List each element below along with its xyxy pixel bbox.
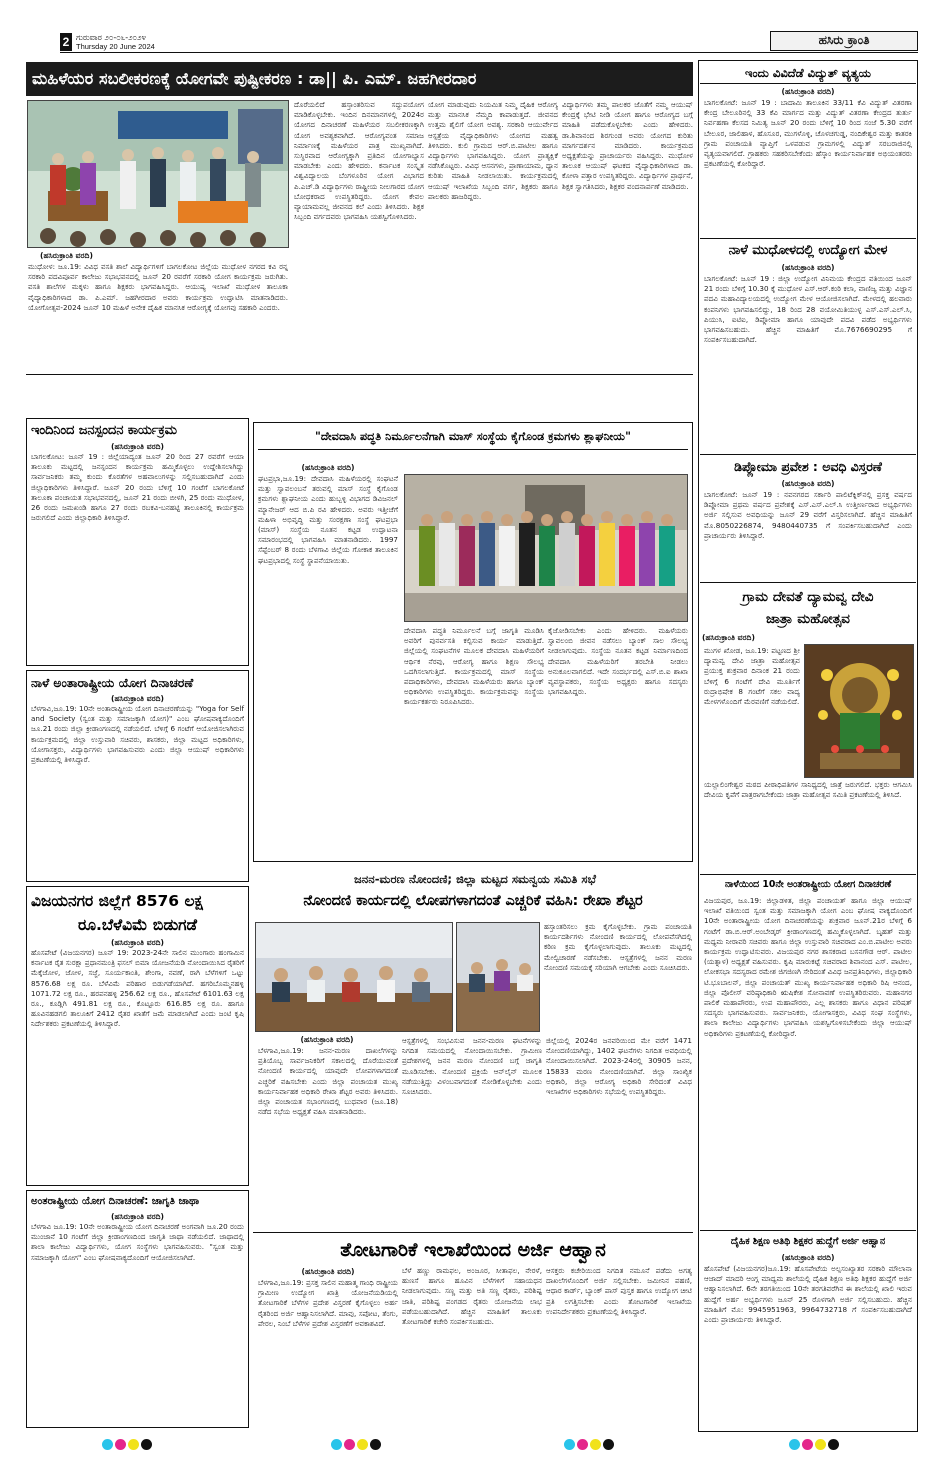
job-fair-headline: ನಾಳೆ ಮುಧೋಳದಲ್ಲಿ ಉದ್ಯೋಗ ಮೇಳ — [728, 243, 888, 258]
header-rule — [60, 52, 918, 53]
janaspandana-text: ಬಾಗಲಕೋಟ: ಜೂನ್ 19 : ಜಿಲ್ಲೆಯಾದ್ಯಂತ ಜೂನ್ 20 ರಿಂದ 27 ರವರೆಗೆ ಆಯಾ ತಾಲೂಕು ಮಟ್ಟದಲ್ಲಿ ಜನಸ್ಪಂದನ ಕಾರ್ಯಕ್ರಮ ಹಮ್ಮಿಕೊಳ್ಳಲು ಉದ್ದೇಶಿಸಲಾಗಿದ್ದು ಸಾರ್ವಜನಿಕರು ತಮ್ಮ ಕುಂದು ಕೊರತೆಗಳ ಅಹವಾಲುಗಳನ್ನು ಸಲ್ಲಿಸಬಹುದಾಗಿದೆ ಎಂದು ಜಿಲ್ಲಾಧಿಕಾರಿಗಳು ತಿಳಿಸಿದ್ದಾರೆ. ಜೂನ್ 20 ರಂದು ಬೆಳಿಗ್ಗೆ 10 ಗಂಟೆಗೆ ಬಾಗಲಕೋಟೆ ತಾಲೂಕಾ ಪಂಚಾಯತ ಸಭಾಭವನದಲ್ಲಿ, ಜೂನ್ 21 ರಂದು ಬೀಳಗಿ, 25 ರಂದು ಮುಧೋಳ, 26 ರಂದು ಜಮಖಂಡಿ ಹಾಗೂ 27 ರಂದು ರಬಕವಿ-ಬನಹಟ್ಟಿ ತಾಲೂಕಿನಲ್ಲಿ ಕಾರ್ಯಕ್ರಮ ಜರುಗಲಿದೆ ಎಂದು ಜಿಲ್ಲಾಧಿಕಾರಿ ತಿಳಿಸಿದ್ದಾರೆ. — [31, 452, 244, 523]
yoga10-text: ವಿಜಯಪುರ, ಜೂ.19: ಜಿಲ್ಲಾಡಳಿತ, ಜಿಲ್ಲಾ ಪಂಚಾಯತ್ ಹಾಗೂ ಜಿಲ್ಲಾ ಆಯುಷ್ ಇಲಾಖೆ ವತಿಯಿಂದ ಸ್ವಂತ ಮತ್ತು ಸಮಾಜಕ್ಕಾಗಿ ಯೋಗ ಎಂಬ ಘೋಷ ವಾಕ್ಯದೊಂದಿಗೆ 10ನೇ ಅಂತಾರಾಷ್ಟ್ರೀಯ ಯೋಗ ದಿನಾಚರಣೆಯನ್ನು ಶುಕ್ರವಾರ ಜೂನ್.21ರ ಬೆಳಿಗ್ಗೆ 6 ಗಂಟೆಗೆ ಡಾ.ಬಿ.ಆರ್.ಅಂಬೇಡ್ಕರ್ ಕ್ರೀಡಾಂಗಣದಲ್ಲಿ ಹಮ್ಮಿಕೊಳ್ಳಲಾಗಿದೆ. ಬೃಹತ್ ಮತ್ತು ಮಧ್ಯಮ ನೀರಾವರಿ ಸಚಿವರು ಹಾಗೂ ಜಿಲ್ಲಾ ಉಸ್ತುವಾರಿ ಸಚಿವರಾದ ಎಂ.ಬಿ.ಪಾಟೀಲ ಅವರು ಕಾರ್ಯಕ್ರಮ ಉದ್ಘಾಟಿಸುವರು. ವಿಜಯಪುರ ನಗರ ಶಾಸಕರಾದ ಬಸನಗೌಡ ಆರ್. ಪಾಟೀಲ (ಯತ್ನಾಳ) ಅಧ್ಯಕ್ಷತೆ ವಹಿಸುವರು. ಕೃಷಿ ಮಾರುಕಟ್ಟೆ ಸಚಿವರಾದ ಶಿವಾನಂದ ಎಸ್. ಪಾಟೀಲ, ಲೋಕಸಭಾ ಸದಸ್ಯರಾದ ರಮೇಶ ಜಿಗಜಿಣಗಿ ಸೇರಿದಂತೆ ವಿವಿಧ ಜನಪ್ರತಿನಿಧಿಗಳು, ಜಿಲ್ಲಾಧಿಕಾರಿ ಟಿ.ಭೂಬಾಲನ್, ಜಿಲ್ಲಾ ಪಂಚಾಯತ್ ಮುಖ್ಯ ಕಾರ್ಯನಿರ್ವಾಹಕ ಅಧಿಕಾರಿ ರಿಷಿ ಆನಂದ, ಜಿಲ್ಲಾ ಪೊಲೀಸ್ ವರಿಷ್ಠಾಧಿಕಾರಿ ಋಷಿಕೇಶ ಸೋನಾವಣೆ ಉಪಸ್ಥಿತರಿರುವರು. ಮಹಾನಗರ ಪಾಲಿಕೆ ಮಹಾಪೌರರು, ಉಪ ಮಹಾಪೌರರು, ಎಲ್ಲ ಶಾಸಕರು ಹಾಗೂ ವಿಧಾನ ಪರಿಷತ್ ಸದಸ್ಯರು ಭಾಗವಹಿಸುವರು. ಸಾರ್ವಜನಿಕರು, ಯೋಗಾಸಕ್ತರು, ವಿವಿಧ ಸಂಘ ಸಂಸ್ಥೆಗಳು, ಶಾಲಾ ಕಾಲೇಜು ವಿದ್ಯಾರ್ಥಿಗಳು ಭಾಗವಹಿಸಿ ಯಶಸ್ವಿಗೊಳಿಸಬೇಕೆಂದು ಜಿಲ್ಲಾ ಆಯುಷ್ ಅಧಿಕಾರಿಗಳು ಪ್ರಕಟಣೆಯಲ್ಲಿ ಕೋರಿದ್ದಾರೆ. — [704, 896, 912, 1038]
meeting-photo-2-scene — [457, 923, 540, 1032]
vijayanagara-byline: (ಹಸಿರುಕ್ರಾಂತಿ ವರದಿ) — [111, 938, 164, 947]
registration-dot — [577, 1439, 588, 1450]
lead-byline: (ಹಸಿರುಕ್ರಾಂತಿ ವರದಿ) — [40, 251, 93, 260]
power-byline: (ಹಸಿರುಕ್ರಾಂತಿ ವರದಿ) — [781, 87, 835, 96]
yoga10-rule — [700, 874, 916, 875]
registration-dot — [802, 1439, 813, 1450]
lead-divider — [26, 374, 693, 375]
vijayanagara-headline-2: ರೂ.ಬೆಳೆವಿಮೆ ಬಿಡುಗಡೆ — [77, 916, 198, 934]
devadasi-photo — [404, 474, 688, 622]
jatha-headline: ಅಂತರಾಷ್ಟ್ರೀಯ ಯೋಗ ದಿನಾಚರಣೆ: ಜಾಗೃತಿ ಜಾಥಾ — [31, 1196, 200, 1207]
vijayanagara-text: ಹೊಸಪೇಟೆ (ವಿಜಯನಗರ) ಜೂನ್ 19: 2023-24ನೇ ಸಾಲಿನ ಮುಂಗಾರು ಹಂಗಾಮಿನ ಕರ್ನಾಟಕ ರೈತ ಸುರಕ್ಷಾ ಪ್ರಧಾನಮಂತ್ರಿ ಫಸಲ್ ಬಿಮಾ ಯೋಜನೆಯಡಿ ನೋಂದಾಯಿಸಿದ ರೈತರಿಗೆ ಮೆಕ್ಕೆಜೋಳ, ಜೋಳ, ಸಜ್ಜೆ, ಸೂರ್ಯಕಾಂತಿ, ಶೇಂಗಾ, ನವಣೆ, ರಾಗಿ ಬೆಳೆಗಳಿಗೆ ಒಟ್ಟು 8576.68 ಲಕ್ಷ ರೂ. ಬೆಳೆವಿಮೆ ಪರಿಹಾರ ಬಿಡುಗಡೆಯಾಗಿದೆ. ಹಗರಿಬೊಮ್ಮನಹಳ್ಳಿ 1071.72 ಲಕ್ಷ ರೂ., ಹರಪನಹಳ್ಳಿ 256.62 ಲಕ್ಷ ರೂ., ಹೊಸಪೇಟೆ 6101.63 ಲಕ್ಷ ರೂ., ಕೂಡ್ಲಿಗಿ 491.81 ಲಕ್ಷ ರೂ., ಕೊಟ್ಟೂರು 616.85 ಲಕ್ಷ ರೂ. ಹಾಗೂ ಹೂವಿನಹಡಗಲಿ ತಾಲೂಕಿಗೆ 2412 ರೈತರ ಖಾತೆಗೆ ಜಮೆ ಮಾಡಲಾಗಿದೆ ಎಂದು ಜಂಟಿ ಕೃಷಿ ನಿರ್ದೇಶಕರು ಪ್ರಕಟಣೆಯಲ್ಲಿ ತಿಳಿಸಿದ್ದಾರೆ. — [31, 948, 244, 1029]
registration-dot — [102, 1439, 113, 1450]
devadasi-text-col2: ದೇವದಾಸಿ ಪದ್ಧತಿ ನಿರ್ಮೂಲನೆ ಬಗ್ಗೆ ಜಾಗೃತಿ ಮೂಡಿಸಿ ಅವರಿಗೆ ಪುನರ್ವಸತಿ ಕಲ್ಪಿಸುವ ಕಾರ್ಯ ಮಾಡುತ್ತಿದೆ. ಜಿಲ್ಲೆಯಲ್ಲಿ ಸಂಘಟನೆಗಳ ಮೂಲಕ ದೇವದಾಸಿ ಮಹಿಳೆಯರಿಗೆ ಆರ್ಥಿಕ ನೆರವು, ಆರೋಗ್ಯ ಹಾಗೂ ಶಿಕ್ಷಣ ಸೌಲಭ್ಯ ಒದಗಿಸಲಾಗುತ್ತಿದೆ. ಕಾರ್ಯಕ್ರಮದಲ್ಲಿ ಮಾಸ್ ಸಂಸ್ಥೆಯ ಪದಾಧಿಕಾರಿಗಳು, ದೇವದಾಸಿ ಮಹಿಳೆಯರು ಹಾಗೂ ಬ್ಯಾಂಕ್ ಅಧಿಕಾರಿಗಳು ಉಪಸ್ಥಿತರಿದ್ದರು. ಕಾರ್ಯಕ್ರಮವನ್ನು ಸಂಸ್ಥೆಯ ಕಾರ್ಯಕರ್ತರು ನಿರೂಪಿಸಿದರು. — [404, 626, 544, 707]
date-english: Thursday 20 June 2024 — [76, 42, 155, 51]
meeting-text-col1: ಬೆಳಗಾವಿ,ಜೂ.19: ಜನನ-ಮರಣ ದಾಖಲೆಗಳನ್ನು ಪ್ರತಿಯೊಬ್ಬ ಸಾರ್ವಜನಿಕರಿಗೆ ಸಕಾಲದಲ್ಲಿ ದೊರೆಯುವಂತೆ ನೋಂದಣಿ ಕಾರ್ಯದಲ್ಲಿ ಯಾವುದೇ ಲೋಪಗಳಾಗದಂತೆ ಎಚ್ಚರಿಕೆ ವಹಿಸಬೇಕು ಎಂದು ಜಿಲ್ಲಾ ಪಂಚಾಯತ ಮುಖ್ಯ ಕಾರ್ಯನಿರ್ವಾಹಕ ಅಧಿಕಾರಿ ರೇಖಾ ಶೆಟ್ಟರ ಅವರು ತಿಳಿಸಿದರು. ಜಿಲ್ಲಾ ಪಂಚಾಯತ ಸಭಾಂಗಣದಲ್ಲಿ ಬುಧವಾರ (ಜೂ.18) ನಡೆದ ಸಭೆಯ ಅಧ್ಯಕ್ಷತೆ ವಹಿಸಿ ಮಾತನಾಡಿದರು. — [258, 1046, 398, 1117]
meeting-side-text: ಹಸ್ತಾಂತರಿಸಲು ಕ್ರಮ ಕೈಗೊಳ್ಳಬೇಕು. ಗ್ರಾಮ ಪಂಚಾಯತಿ ಕಾರ್ಯದರ್ಶಿಗಳು ನೋಂದಣಿ ಕಾರ್ಯದಲ್ಲಿ ಲೋಪವೆಸಗಿದಲ್ಲಿ ಕಠಿಣ ಕ್ರಮ ಕೈಗೊಳ್ಳಲಾಗುವುದು. ತಾಲೂಕು ಮಟ್ಟದಲ್ಲಿ ಮೇಲ್ವಿಚಾರಣೆ ನಡೆಸಬೇಕು. ಆಸ್ಪತ್ರೆಗಳಲ್ಲಿ ಜನನ ಮರಣ ನೋಂದಣಿ ಸಮಯಕ್ಕೆ ಸರಿಯಾಗಿ ಆಗಬೇಕು ಎಂದು ಸೂಚಿಸಿದರು. — [544, 922, 692, 972]
power-rule — [700, 83, 916, 84]
registration-dot — [331, 1439, 342, 1450]
devadasi-photo-scene — [405, 475, 688, 622]
meeting-text-col3: ಜಿಲ್ಲೆಯಲ್ಲಿ 2024ರ ಜನವರಿಯಿಂದ ಮೇ ವರೆಗೆ 1471 ನೋಂದಣಿಯಾಗಿದ್ದು, 1402 ಘಟನೆಗಳು ನಿಗದಿತ ಅವಧಿಯಲ್ಲಿ ನೋಂದಾಯಿಸಲಾಗಿದೆ. 2023-24ರಲ್ಲಿ 30905 ಜನನ, 15833 ಮರಣ ನೋಂದಣಿಯಾಗಿವೆ. ಜಿಲ್ಲಾ ಸಾಂಖ್ಯಿಕ ಅಧಿಕಾರಿ, ಜಿಲ್ಲಾ ಆರೋಗ್ಯ ಅಧಿಕಾರಿ ಸೇರಿದಂತೆ ವಿವಿಧ ಇಲಾಖೆಗಳ ಅಧಿಕಾರಿಗಳು ಸಭೆಯಲ್ಲಿ ಉಪಸ್ಥಿತರಿದ್ದರು. — [546, 1036, 692, 1097]
meeting-byline: (ಹಸಿರುಕ್ರಾಂತಿ ವರದಿ) — [300, 1035, 354, 1044]
jatra-photo-scene — [805, 645, 914, 778]
intl-yoga-box — [26, 670, 249, 882]
registration-dot — [115, 1439, 126, 1450]
job-fair-byline: (ಹಸಿರುಕ್ರಾಂತಿ ವರದಿ) — [781, 263, 835, 272]
registration-dot — [603, 1439, 614, 1450]
janaspandana-box — [26, 418, 249, 666]
lead-text-col3: ಯೋಗ ಮಾಡುವುದು ನಿಯಮಿತ ನಿಮ್ಮ ದೈಹಿಕ ಆರೋಗ್ಯ ಮತ್ತು ಮಾನಸಿಕ ನೆಮ್ಮದಿ ಕಾಪಾಡುತ್ತದೆ. ಜೀವನದ ಉತ್ತಮ ಶೈಲಿಗೆ ಯೋಗ ಅವಶ್ಯ. ಸರಕಾರಿ ಆಯುರ್ವೇದ ಆಸ್ಪತ್ರೆಯ ವೈದ್ಯಾಧಿಕಾರಿಗಳು ಯೋಗದ ಮಹತ್ವ ತಿಳಿಸಿದರು. ಕುಲಿ ಗ್ರಾಮದ ಆರ್.ಬಿ.ಪಾಟೀಲ ಹಾಗೂ ವಿದ್ಯಾರ್ಥಿಗಳು ಭಾಗವಹಿಸಿದ್ದರು. ಯೋಗ ಪ್ರಾತ್ಯಕ್ಷಿಕೆ ನಡೆಸಿಕೊಟ್ಟರು. ವಿವಿಧ ಆಸನಗಳು, ಪ್ರಾಣಾಯಾಮ, ಧ್ಯಾನ ಕುರಿತು ಮಾಹಿತಿ ನೀಡಲಾಯಿತು. ಕಾರ್ಯಕ್ರಮದಲ್ಲಿ ಆಯುಷ್ ಇಲಾಖೆಯ ಸಿಬ್ಬಂದಿ ವರ್ಗ, ಶಿಕ್ಷಕರು ಹಾಗೂ ಪಾಲಕರು ಹಾಜರಿದ್ದರು. — [428, 100, 558, 201]
masthead-title: ಹಸಿರು ಕ್ರಾಂತಿ — [818, 33, 870, 47]
lead-headline: ಮಹಿಳೆಯರ ಸಬಲೀಕರಣಕ್ಕೆ ಯೋಗವೇ ಪುಷ್ಟೀಕರಣ : ಡಾ|| ಪಿ. ಎಮ್. ಜಹಗೀರದಾರ — [32, 69, 477, 88]
training-headline: ದೈಹಿಕ ಶಿಕ್ಷಣ ಅತಿಥಿ ಶಿಕ್ಷಕರ ಹುದ್ದೆಗೆ ಅರ್ಜಿ ಆಹ್ವಾನ — [730, 1236, 886, 1247]
devadasi-text-col1: ಘಟಪ್ರಭಾ,ಜೂ.19: ದೇವದಾಸಿ ಮಹಿಳೆಯರಲ್ಲಿ ಸಂಘಟನೆ ಮತ್ತು ಸ್ವಾವಲಂಬನೆ ತರುವಲ್ಲಿ ಮಾಸ್ ಸಂಸ್ಥೆ ಕೈಗೊಂಡ ಕ್ರಮಗಳು ಶ್ಲಾಘನೀಯ ಎಂದು ಹುಬ್ಬಳ್ಳಿ ವಿಭಾಗದ ಡಿವಿಜನಲ್ ಮ್ಯಾನೇಜರ್ ಆದ ಬಿ.ಪಿ ರವಿ ಹೇಳಿದರು. ಅವರು ಇತ್ತೀಚೆಗೆ ಮಹಿಳಾ ಅಭಿವೃದ್ಧಿ ಮತ್ತು ಸಂರಕ್ಷಣಾ ಸಂಸ್ಥೆ ಘಟಪ್ರಭಾ (ಮಾಸ್) ಸಂಸ್ಥೆಯ ನೂತನ ಕಟ್ಟಡ ಉದ್ಘಾಟನಾ ಸಮಾರಂಭದಲ್ಲಿ ಭಾಗವಹಿಸಿ ಮಾತನಾಡಿದರು. 1997 ಸೆಪ್ಟೆಂಬರ್ 8 ರಂದು ಬೆಳಗಾವಿ ಜಿಲ್ಲೆಯ ಗೋಕಾಕ ತಾಲೂಕಿನ ಘಟಪ್ರಭಾದಲ್ಲಿ ಸಂಸ್ಥೆ ಸ್ಥಾಪನೆಯಾಯಿತು. — [258, 474, 398, 565]
janaspandana-byline: (ಹಸಿರುಕ್ರಾಂತಿ ವರದಿ) — [111, 442, 164, 451]
jatra-side-text: ಮುಗಳ ಖೋಡ, ಜೂ.19: ಪಟ್ಟಣದ ಶ್ರೀ ದ್ಯಾಮವ್ವ ದೇವಿ ಜಾತ್ರಾ ಮಹೋತ್ಸವ ಪ್ರಯುಕ್ತ ಶುಕ್ರವಾರ ದಿನಾಂಕ 21 ರಂದು ಬೆಳಿಗ್ಗೆ 6 ಗಂಟೆಗೆ ದೇವಿ ಮೂರ್ತಿಗೆ ರುದ್ರಾಭಿಷೇಕ 8 ಗಂಟೆಗೆ ಸಕಲ ವಾದ್ಯ ಮೇಳಗಳೊಂದಿಗೆ ಮೆರವಣಿಗೆ ನಡೆಯಲಿದೆ. — [704, 646, 800, 707]
job-fair-rule — [700, 238, 916, 239]
power-text: ಬಾಗಲಕೋಟೆ: ಜೂನ್ 19 : ಬಾದಾಮಿ ತಾಲೂಕಿನ 33/11 ಕೆವಿ ವಿದ್ಯುತ್ ವಿತರಣಾ ಕೇಂದ್ರ ಬೇಲೂರಿನಲ್ಲಿ 33 ಕೆವಿ ಮಾರ್ಗದ ಮತ್ತು ವಿದ್ಯುತ್ ವಿತರಣಾ ಕೇಂದ್ರದ ತುರ್ತು ನಿರ್ವಹಣಾ ಕೆಲಸದ ನಿಮಿತ್ಯ ಜೂನ್ 20 ರಂದು ಬೆಳಿಗ್ಗೆ 10 ರಿಂದ ಸಂಜೆ 5.30 ವರೆಗೆ ಬೇಲೂರ, ಜಾಲಿಹಾಳ, ಹೊಸೂರ, ಮುಗಳೊಳ್ಳಿ, ಚೊಳಚಗುಡ್ಡ, ನಂದಿಕೇಶ್ವರ ಮತ್ತು ಕಾತರಕಿ ಗ್ರಾಮ ಪಂಚಾಯತಿ ವ್ಯಾಪ್ತಿಗೆ ಒಳಪಡುವ ಗ್ರಾಮಗಳಲ್ಲಿ ವಿದ್ಯುತ್ ಸರಬರಾಜಿನಲ್ಲಿ ವ್ಯತ್ಯಯವಾಗಲಿದೆ. ಗ್ರಾಹಕರು ಸಹಕರಿಸಬೇಕೆಂದು ಹೆಸ್ಕಾಂ ಕಾರ್ಯನಿರ್ವಾಹಕ ಅಭಿಯಂತರರು ಪ್ರಕಟಣೆಯಲ್ಲಿ ಕೋರಿದ್ದಾರೆ. — [704, 98, 912, 169]
jatra-rule — [700, 582, 916, 583]
horticulture-headline: ತೋಟಗಾರಿಕೆ ಇಲಾಖೆಯಿಂದ ಅರ್ಜಿ ಆಹ್ವಾನ — [340, 1239, 606, 1261]
diploma-text: ಬಾಗಲಕೋಟೆ: ಜೂನ್ 19 : ನವನಗರದ ಸರ್ಕಾರಿ ಪಾಲಿಟೆಕ್ನಿಕ್‌ನಲ್ಲಿ ಪ್ರಸಕ್ತ ವರ್ಷದ ಡಿಪ್ಲೋಮಾ ಪ್ರಥಮ ವರ್ಷದ ಪ್ರವೇಶಕ್ಕೆ ಎಸ್.ಎಸ್.ಎಲ್.ಸಿ ಉತ್ತೀರ್ಣರಾದ ಅಭ್ಯರ್ಥಿಗಳು ಅರ್ಜಿ ಸಲ್ಲಿಸುವ ಅವಧಿಯನ್ನು ಜೂನ್ 29 ವರೆಗೆ ವಿಸ್ತರಿಸಲಾಗಿದೆ. ಹೆಚ್ಚಿನ ಮಾಹಿತಿಗೆ ಮೊ.8050226874, 9480440735 ಗೆ ಸಂಪರ್ಕಿಸಬಹುದಾಗಿದೆ ಎಂದು ಪ್ರಾಚಾರ್ಯರು ತಿಳಿಸಿದ್ದಾರೆ. — [704, 490, 912, 540]
lead-text-col1: ಮುಧೋಳ: ಜೂ.19: ವಿವಿಧ ವಸತಿ ಶಾಲೆ ವಿದ್ಯಾರ್ಥಿಗಳಿಗೆ ಬಾಗಲಕೋಟ ಜಿಲ್ಲೆಯ ಮುಧೋಳ ನಗರದ ಕವಿ ರನ್ನ ಸರಕಾರಿ ಪದವಿಪೂರ್ವ ಕಾಲೇಜು ಸಭಾಭವನದಲ್ಲಿ ಜೂನ್ 20 ರವರೆಗೆ ಸರಕಾರಿ ಯೋಗ ಕಾರ್ಯಕ್ರಮ ಜರುಗಿತು. ವಸತಿ ಶಾಲೆಗಳ ಮಕ್ಕಳು ಹಾಗೂ ಶಿಕ್ಷಕರು ಭಾಗವಹಿಸಿದ್ದರು. ಆಯುಷ್ಯ ಇಲಾಖೆ ಮುಧೋಳ ತಾಲೂಕಾ ವೈದ್ಯಾಧಿಕಾರಿಗಳಾದ ಡಾ. ಪಿ.ಎಮ್. ಜಹಗೀರದಾರ ಅವರು ಕಾರ್ಯಕ್ರಮ ಉದ್ಘಾಟಿಸಿ ಮಾತನಾಡಿದರು. ಯೋಗೋತ್ಸವ-2024 ಜೂನ್ 10 ಮಹಿಳೆ ಅನೇಕ ದೈಹಿಕ ಮಾನಸಿಕ ಆರೋಗ್ಯಕ್ಕೆ ಯೋಗವು ಸಹಕಾರಿ ಎಂದರು. — [28, 262, 288, 312]
registration-dot — [828, 1439, 839, 1450]
jatra-byline: (ಹಸಿರುಕ್ರಾಂತಿ ವರದಿ) — [702, 633, 755, 642]
meeting-kicker: ಜನನ-ಮರಣ ನೋಂದಣಿ; ಜಿಲ್ಲಾ ಮಟ್ಟದ ಸಮನ್ವಯ ಸಮಿತಿ ಸಭೆ — [354, 872, 596, 886]
horticulture-rule — [253, 1232, 693, 1233]
intl-yoga-byline: (ಹಸಿರುಕ್ರಾಂತಿ ವರದಿ) — [111, 694, 164, 703]
training-text: ಹೊಸಪೇಟೆ (ವಿಜಯನಗರ)ಜೂ.19: ಹೊಸಪೇಟೆಯ ಅಲ್ಪಸಂಖ್ಯಾತರ ಸರಕಾರಿ ಮೌಲಾನಾ ಆಜಾದ್ ಮಾದರಿ ಆಂಗ್ಲ ಮಾಧ್ಯಮ ಶಾಲೆಯಲ್ಲಿ ದೈಹಿಕ ಶಿಕ್ಷಣ ಅತಿಥಿ ಶಿಕ್ಷಕರ ಹುದ್ದೆಗೆ ಅರ್ಜಿ ಆಹ್ವಾನಿಸಲಾಗಿದೆ. 6ನೇ ತರಗತಿಯಿಂದ 10ನೇ ತರಗತಿವರೆಗಿನ ಈ ಶಾಲೆಯಲ್ಲಿ ಖಾಲಿ ಇರುವ ಹುದ್ದೆಗೆ ಅರ್ಹ ಅಭ್ಯರ್ಥಿಗಳು ಜೂನ್ 25 ರೊಳಗಾಗಿ ಅರ್ಜಿ ಸಲ್ಲಿಸಬಹುದು. ಹೆಚ್ಚಿನ ಮಾಹಿತಿಗೆ ಮೊ: 9945951963, 9964732718 ಗೆ ಸಂಪರ್ಕಿಸಬಹುದಾಗಿದೆ ಎಂದು ಪ್ರಾಚಾರ್ಯರು ತಿಳಿಸಿದ್ದಾರೆ. — [704, 1264, 912, 1325]
lead-headline-bar — [26, 62, 693, 96]
registration-dot — [344, 1439, 355, 1450]
intl-yoga-text: ಬೆಳಗಾವಿ,ಜೂ.19: 10ನೇ ಅಂತಾರಾಷ್ಟ್ರೀಯ ಯೋಗ ದಿನಾಚರಣೆಯನ್ನು "Yoga for Self and Society (ಸ್ವಂತ ಮತ್ತು ಸಮಾಜಕ್ಕಾಗಿ ಯೋಗ)" ಎಂಬ ಘೋಷವಾಕ್ಯದೊಂದಿಗೆ ಜೂ.21 ರಂದು ಜಿಲ್ಲಾ ಕ್ರೀಡಾಂಗಣದಲ್ಲಿ ನಡೆಯಲಿದೆ. ಬೆಳಿಗ್ಗೆ 6 ಗಂಟೆಗೆ ಆಯೋಜಿಸಲಾಗಿರುವ ಕಾರ್ಯಕ್ರಮದಲ್ಲಿ ಜಿಲ್ಲಾ ಉಸ್ತುವಾರಿ ಸಚಿವರು, ಶಾಸಕರು, ಜಿಲ್ಲಾ ಮಟ್ಟದ ಅಧಿಕಾರಿಗಳು, ಯೋಗಾಸಕ್ತರು, ವಿದ್ಯಾರ್ಥಿಗಳು ಭಾಗವಹಿಸುವರು ಎಂದು ಜಿಲ್ಲಾ ಆಯುಷ್ ಅಧಿಕಾರಿಗಳು ಪ್ರಕಟಣೆಯಲ್ಲಿ ತಿಳಿಸಿದ್ದಾರೆ. — [31, 704, 244, 765]
training-rule — [700, 1230, 916, 1231]
janaspandana-headline: ಇಂದಿನಿಂದ ಜನಸ್ಪಂದನ ಕಾರ್ಯಕ್ರಮ — [31, 423, 177, 438]
meeting-photo-1 — [255, 922, 453, 1032]
registration-dot — [564, 1439, 575, 1450]
masthead — [770, 31, 918, 51]
jatha-byline: (ಹಸಿರುಕ್ರಾಂತಿ ವರದಿ) — [111, 1212, 164, 1221]
horticulture-text-col3: ಆಸಕ್ತರು ಕಚೇರಿಯಿಂದ ನಿಗದಿತ ನಮೂನೆ ಪಡೆದು ಅಗತ್ಯ ದಾಖಲೆಗಳೊಂದಿಗೆ ಅರ್ಜಿ ಸಲ್ಲಿಸಬೇಕು. ಜಮೀನಿನ ಪಹಣಿ, ಆಧಾರ ಕಾರ್ಡ್, ಬ್ಯಾಂಕ್ ಪಾಸ್ ಪುಸ್ತಕ ಹಾಗೂ ಉದ್ಯೋಗ ಚೀಟಿ ಪ್ರತಿ ಲಗತ್ತಿಸಬೇಕು ಎಂದು ತೋಟಗಾರಿಕೆ ಇಲಾಖೆಯ ಉಪನಿರ್ದೇಶಕರು ಪ್ರಕಟಣೆಯಲ್ಲಿ ತಿಳಿಸಿದ್ದಾರೆ. — [546, 1266, 692, 1316]
lead-photo — [27, 100, 289, 248]
date-kannada: ಗುರುವಾರ ೨೦-೦೬-೨೦೨೪ — [76, 33, 146, 42]
registration-dot — [370, 1439, 381, 1450]
horticulture-byline: (ಹಸಿರುಕ್ರಾಂತಿ ವರದಿ) — [301, 1267, 355, 1276]
page-number: 2 — [60, 33, 72, 51]
job-fair-text: ಬಾಗಲಕೋಟೆ: ಜೂನ್ 19 : ಜಿಲ್ಲಾ ಉದ್ಯೋಗ ವಿನಿಮಯ ಕೇಂದ್ರದ ವತಿಯಿಂದ ಜೂನ್ 21 ರಂದು ಬೆಳಿಗ್ಗೆ 10.30 ಕ್ಕೆ ಮುಧೋಳ ಎಸ್.ಆರ್.ಕಂಠಿ ಕಲಾ, ವಾಣಿಜ್ಯ ಮತ್ತು ವಿಜ್ಞಾನ ಪದವಿ ಮಹಾವಿದ್ಯಾಲಯದಲ್ಲಿ ಉದ್ಯೋಗ ಮೇಳ ಆಯೋಜಿಸಲಾಗಿದೆ. ಮೇಳದಲ್ಲಿ ಹಲವಾರು ಕಂಪನಿಗಳು ಭಾಗವಹಿಸಲಿದ್ದು, 18 ರಿಂದ 28 ವಯೋಮಿತಿಯುಳ್ಳ ಎಸ್.ಎಸ್.ಎಲ್.ಸಿ, ಪಿಯುಸಿ, ಐಟಿಐ, ಡಿಪ್ಲೋಮಾ ಹಾಗೂ ಯಾವುದೇ ಪದವಿ ಪಡೆದ ಅಭ್ಯರ್ಥಿಗಳು ಭಾಗವಹಿಸಬಹುದು. ಹೆಚ್ಚಿನ ಮಾಹಿತಿಗೆ ಮೊ.7676690295 ಗೆ ಸಂಪರ್ಕಿಸಬಹುದಾಗಿದೆ. — [704, 274, 912, 345]
jatra-headline-1: ಗ್ರಾಮ ದೇವತೆ ದ್ಯಾಮವ್ವ ದೇವಿ — [742, 589, 874, 605]
jatra-photo — [804, 644, 914, 778]
lead-photo-scene — [28, 101, 289, 248]
horticulture-text-col2: ಬೆಳೆ ಹಣ್ಣು ರಾಮಫಲ, ಅಂಜೂರ, ಸೀತಾಫಲ, ನೇರಳೆ, ಹುಣಸೆ ಹಾಗೂ ಹೂವಿನ ಬೆಳೆಗಳಿಗೆ ಸಹಾಯಧನ ನೀಡಲಾಗುವುದು. ಸಣ್ಣ ಮತ್ತು ಅತಿ ಸಣ್ಣ ರೈತರು, ಪರಿಶಿಷ್ಟ ಜಾತಿ, ಪರಿಶಿಷ್ಟ ಪಂಗಡದ ರೈತರು ಯೋಜನೆಯ ಲಾಭ ಪಡೆಯಬಹುದಾಗಿದೆ. ಹೆಚ್ಚಿನ ಮಾಹಿತಿಗೆ ತಾಲೂಕು ತೋಟಗಾರಿಕೆ ಕಚೇರಿ ಸಂಪರ್ಕಿಸಬಹುದು. — [402, 1266, 542, 1327]
registration-dot — [590, 1439, 601, 1450]
registration-dot — [141, 1439, 152, 1450]
diploma-byline: (ಹಸಿರುಕ್ರಾಂತಿ ವರದಿ) — [781, 479, 835, 488]
training-byline: (ಹಸಿರುಕ್ರಾಂತಿ ವರದಿ) — [781, 1253, 835, 1262]
diploma-rule — [700, 454, 916, 455]
devadasi-byline: (ಹಸಿರುಕ್ರಾಂತಿ ವರದಿ) — [301, 463, 355, 472]
registration-dot — [815, 1439, 826, 1450]
diploma-headline: ಡಿಪ್ಲೋಮಾ ಪ್ರವೇಶ : ಅವಧಿ ವಿಸ್ತರಣೆ — [734, 459, 882, 474]
vijayanagara-headline-1: ವಿಜಯನಗರ ಜಿಲ್ಲೆಗೆ 8576 ಲಕ್ಷ — [31, 892, 203, 910]
registration-dot — [789, 1439, 800, 1450]
jatra-headline-2: ಜಾತ್ರಾ ಮಹೋತ್ಸವ — [766, 611, 850, 627]
jatha-box — [26, 1190, 249, 1428]
devadasi-text-col3: ಕೈಜೋಡಿಸಬೇಕು ಎಂದು ಹೇಳಿದರು. ಮಹಿಳೆಯರು ಸ್ವಾವಲಂಬಿ ಜೀವನ ನಡೆಸಲು ಬ್ಯಾಂಕ್ ಸಾಲ ಸೌಲಭ್ಯ ನೀಡಲಾಗುವುದು. ಸಂಸ್ಥೆಯ ನೂತನ ಕಟ್ಟಡ ನಿರ್ಮಾಣದಿಂದ ದೇವದಾಸಿ ಮಹಿಳೆಯರಿಗೆ ತರಬೇತಿ ನೀಡಲು ಅನುಕೂಲವಾಗಲಿದೆ. ಇದೇ ಸಂದರ್ಭದಲ್ಲಿ ಎಸ್.ಬಿ.ಐ ಶಾಖಾ ವ್ಯವಸ್ಥಾಪಕರು, ಸಂಸ್ಥೆಯ ಅಧ್ಯಕ್ಷರು ಹಾಗೂ ಸದಸ್ಯರು ಭಾಗವಹಿಸಿದ್ದರು. — [548, 626, 688, 697]
devadasi-headline: "ದೇವದಾಸಿ ಪದ್ಧತಿ ನಿರ್ಮೂಲನೆಗಾಗಿ ಮಾಸ್ ಸಂಸ್ಥೆಯ ಕೈಗೊಂಡ ಕ್ರಮಗಳು ಶ್ಲಾಘನೀಯ" — [258, 425, 688, 450]
meeting-text-col2: ಆಸ್ಪತ್ರೆಗಳಲ್ಲಿ ಸಂಭವಿಸುವ ಜನನ-ಮರಣ ಘಟನೆಗಳನ್ನು ನಿಗದಿತ ಸಮಯದಲ್ಲಿ ನೋಂದಾಯಿಸಬೇಕು. ಗ್ರಾಮೀಣ ಪ್ರದೇಶಗಳಲ್ಲಿ ಜನನ ಮರಣ ನೋಂದಣಿ ಬಗ್ಗೆ ಜಾಗೃತಿ ಮೂಡಿಸಬೇಕು. ನೋಂದಣಿ ಪ್ರಕ್ರಿಯೆ ಆನ್‌ಲೈನ್ ಮೂಲಕ ನಡೆಯುತ್ತಿದ್ದು ವಿಳಂಬವಾಗದಂತೆ ನೋಡಿಕೊಳ್ಳಬೇಕು ಎಂದು ಸೂಚಿಸಿದರು. — [402, 1036, 542, 1097]
meeting-photo-1-scene — [256, 923, 453, 1032]
vijayanagara-box — [26, 886, 249, 1186]
registration-dot — [128, 1439, 139, 1450]
registration-dot — [357, 1439, 368, 1450]
yoga10-headline: ನಾಳೆಯಿಂದ 10ನೇ ಅಂತರಾಷ್ಟ್ರೀಯ ಯೋಗ ದಿನಾಚರಣೆ — [724, 879, 892, 890]
horticulture-text-col1: ಬೆಳಗಾವಿ,ಜೂ.19: ಪ್ರಸಕ್ತ ಸಾಲಿನ ಮಹಾತ್ಮ ಗಾಂಧಿ ರಾಷ್ಟ್ರೀಯ ಗ್ರಾಮೀಣ ಉದ್ಯೋಗ ಖಾತ್ರಿ ಯೋಜನೆಯಡಿಯಲ್ಲಿ ತೋಟಗಾರಿಕೆ ಬೆಳೆಗಳ ಪ್ರದೇಶ ವಿಸ್ತರಣೆ ಕೈಗೊಳ್ಳಲು ಅರ್ಹ ರೈತರಿಂದ ಅರ್ಜಿ ಆಹ್ವಾನಿಸಲಾಗಿದೆ. ಮಾವು, ಸಪೋಟ, ತೆಂಗು, ಪೇರಲ, ನಿಂಬೆ ಬೆಳೆಗಳ ಪ್ರದೇಶ ವಿಸ್ತರಣೆಗೆ ಅವಕಾಶವಿದೆ. — [258, 1278, 398, 1328]
jatra-text: ಯಲ್ಲಾಲಿಂಗೇಶ್ವರ ಮಠದ ಪೀಠಾಧಿಪತಿಗಳ ಸಾನಿಧ್ಯದಲ್ಲಿ ಜಾತ್ರೆ ಜರುಗಲಿದೆ. ಭಕ್ತರು ಆಗಮಿಸಿ ದೇವಿಯ ಕೃಪೆಗೆ ಪಾತ್ರರಾಗಬೇಕೆಂದು ಜಾತ್ರಾ ಮಹೋತ್ಸವ ಸಮಿತಿ ಪ್ರಕಟಣೆಯಲ್ಲಿ ತಿಳಿಸಿದೆ. — [704, 780, 912, 800]
power-headline: ಇಂದು ವಿವಿದೆಡೆ ವಿದ್ಯುತ್ ವ್ಯತ್ಯಯ — [744, 66, 872, 80]
jatha-text: ಬೆಳಗಾವಿ ಜೂ.19: 10ನೇ ಅಂತಾರಾಷ್ಟ್ರೀಯ ಯೋಗ ದಿನಾಚರಣೆ ಅಂಗವಾಗಿ ಜೂ.20 ರಂದು ಮುಂಜಾನೆ 10 ಗಂಟೆಗೆ ಜಿಲ್ಲಾ ಕ್ರೀಡಾಂಗಣದಿಂದ ಜಾಗೃತಿ ಜಾಥಾ ನಡೆಯಲಿದೆ. ಜಾಥಾದಲ್ಲಿ ಶಾಲಾ ಕಾಲೇಜು ವಿದ್ಯಾರ್ಥಿಗಳು, ಯೋಗ ಸಂಸ್ಥೆಗಳು ಭಾಗವಹಿಸುವರು. "ಸ್ವಂತ ಮತ್ತು ಸಮಾಜಕ್ಕಾಗಿ ಯೋಗ" ಎಂಬ ಘೋಷವಾಕ್ಯದೊಂದಿಗೆ ಆಯೋಜಿಸಲಾಗಿದೆ. — [31, 1222, 244, 1262]
intl-yoga-headline: ನಾಳೆ ಅಂತಾರಾಷ್ಟ್ರೀಯ ಯೋಗ ದಿನಾಚರಣೆ — [31, 676, 194, 690]
lead-text-col2: ದೊರೆಯಲಿದೆ ಹಸ್ತಾಂತರಿಸುವ ಸದ್ದುಪಯೋಗ ಮಾಡಿಕೊಳ್ಳಬೇಕು. ಇಂದಿನ ದಿನಮಾನಗಳಲ್ಲಿ 2024ರ ಯೋಗದ ದಿನಾಚರಣೆ ಮಹಿಳೆಯರ ಸಬಲೀಕರಣಕ್ಕಾಗಿ ಯೋಗ ಅವಶ್ಯಕವಾಗಿದೆ. ಆರೋಗ್ಯವಂತ ಸಮಾಜ ನಿರ್ಮಾಣಕ್ಕೆ ಮಹಿಳೆಯರ ಪಾತ್ರ ಮುಖ್ಯವಾಗಿದೆ. ಸುಸ್ಥಿರವಾದ ಆರೋಗ್ಯಕ್ಕಾಗಿ ಪ್ರತಿದಿನ ಯೋಗಾಭ್ಯಾಸ ಮಾಡಬೇಕು ಎಂದು ಹೇಳಿದರು. ಕರ್ನಾಟಕ ಸಂಸ್ಕೃತ ವಿಶ್ವವಿದ್ಯಾಲಯ ಬೆಂಗಳೂರಿನ ಯೋಗ ವಿಭಾಗದ ಪಿ.ಎಚ್.ಡಿ ವಿದ್ಯಾರ್ಥಿಗಳು ರಾಷ್ಟ್ರೀಯ ನೀಲಗಾರದ ಯೋಗ ಬೋಧಕರಾದ ಉಪಸ್ಥಿತರಿದ್ದರು. ಯೋಗ ಕೇವಲ ವ್ಯಾಯಾಮವಲ್ಲ ಜೀವನದ ಕಲೆ ಎಂದು ತಿಳಿಸಿದರು. ಶಿಕ್ಷಕ ಸಿಬ್ಬಂದಿ ವರ್ಗದವರು ಭಾಗವಹಿಸಿ ಯಶಸ್ವಿಗೊಳಿಸಿದರು. — [294, 100, 424, 222]
lead-text-col4: ವಿದ್ಯಾರ್ಥಿಗಳು ತಮ್ಮ ಪಾಲಕರ ಜೊತೆಗೆ ನಮ್ಮ ಆಯುಷ್ ಕೇಂದ್ರಕ್ಕೆ ಭೇಟಿ ನೀಡಿ ಯೋಗ ಹಾಗೂ ಆರೋಗ್ಯದ ಬಗ್ಗೆ ಮಾಹಿತಿ ಪಡೆದುಕೊಳ್ಳಬೇಕು ಎಂದು ಹೇಳಿದರು. ಡಾ.ಶಿವಾನಂದ ಶಿರಗುಂಡ ಅವರು ಯೋಗದ ಕುರಿತು ಮಾರ್ಗದರ್ಶನ ಮಾಡಿದರು. ಕಾರ್ಯಕ್ರಮದ ಅಧ್ಯಕ್ಷತೆಯನ್ನು ಪ್ರಾಚಾರ್ಯರು ವಹಿಸಿದ್ದರು. ಮುಧೋಳ ತಾಲೂಕ ಆಯುಷ್ ಘಟಕದ ವೈದ್ಯಾಧಿಕಾರಿಗಳಾದ ಡಾ. ಕೋಳಾ ಪತ್ತಾರ ಉಪಸ್ಥಿತರಿದ್ದರು. ವಿದ್ಯಾರ್ಥಿಗಳ ಪ್ರಾರ್ಥನೆ, ಶಿಕ್ಷಕ ಸ್ವಾಗತಿಸಿದರು, ಶಿಕ್ಷಕರ ವಂದನಾರ್ಪಣೆ ಮಾಡಿದರು. — [562, 100, 693, 191]
meeting-headline: ನೋಂದಣಿ ಕಾರ್ಯದಲ್ಲಿ ಲೋಪಗಳಾಗದಂತೆ ಎಚ್ಚರಿಕೆ ವಹಿಸಿ: ರೇಖಾ ಶೆಟ್ಟರ — [303, 893, 643, 909]
meeting-photo-2 — [456, 922, 540, 1032]
